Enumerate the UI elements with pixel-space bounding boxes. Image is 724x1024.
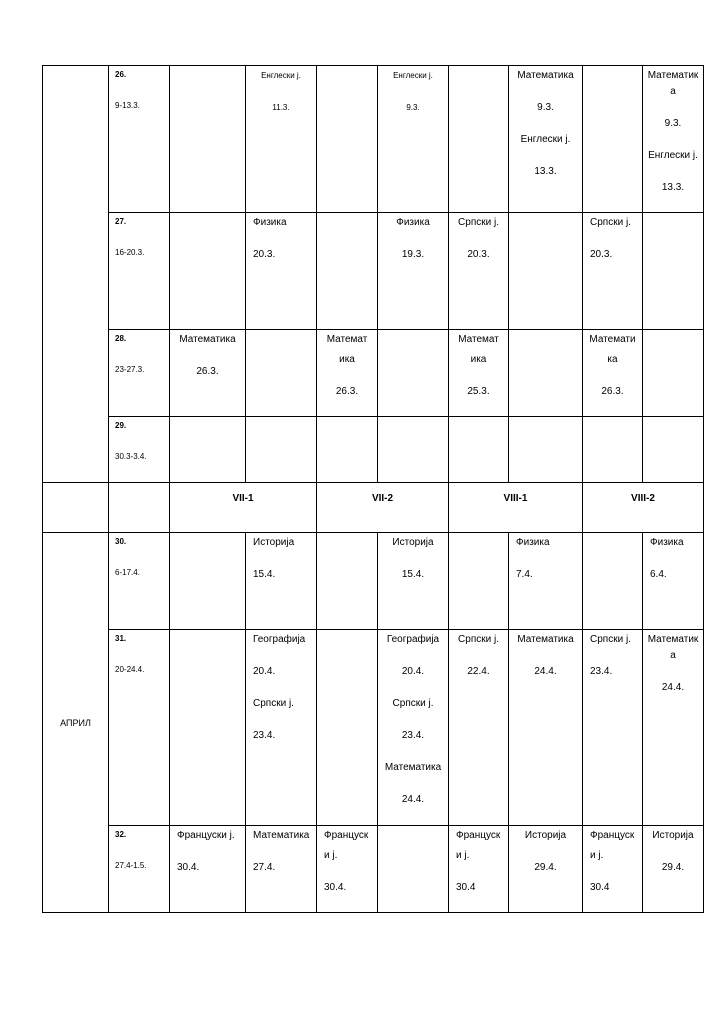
week-cell xyxy=(109,533,170,630)
vii1-b-cell xyxy=(246,533,317,630)
cell-line: 30.4. xyxy=(177,862,200,873)
cell-line: 24.4. xyxy=(534,666,557,677)
table-row xyxy=(43,533,704,630)
cell-line: Српски ј. xyxy=(458,634,499,645)
cell-line: Физика xyxy=(253,217,287,228)
cell-line: Српски ј. xyxy=(458,217,499,228)
vii2-a-cell xyxy=(317,417,378,483)
cell-line: Енглески ј. xyxy=(261,71,301,80)
cell-line: Физика xyxy=(396,217,430,228)
vii2-b-cell xyxy=(378,630,449,826)
cell-line: Математика xyxy=(384,762,442,773)
week-range: 16-20.3. xyxy=(115,248,145,257)
cell-line: 6.4. xyxy=(650,569,667,580)
cell-line: Математика xyxy=(517,634,574,645)
cell-line: 7.4. xyxy=(516,569,533,580)
cell-line: Француск xyxy=(456,830,501,841)
viii2-a-cell xyxy=(583,630,643,826)
vii1-b-cell xyxy=(246,66,317,213)
viii2-b-cell xyxy=(643,66,704,213)
cell-line: Енглески ј. xyxy=(393,71,433,80)
vii1-a-cell xyxy=(170,330,246,417)
week-range: 30.3-3.4. xyxy=(115,452,147,461)
week-number: 32. xyxy=(115,830,127,839)
table-row xyxy=(43,330,704,417)
cell-line: 11.3. xyxy=(272,103,290,112)
month-cell-march xyxy=(43,66,109,483)
week-range: 6-17.4. xyxy=(115,568,140,577)
cell-line: Историја xyxy=(392,537,434,548)
cell-line: 29.4. xyxy=(534,862,557,873)
viii1-a-cell xyxy=(449,417,509,483)
viii1-b-cell xyxy=(509,826,583,913)
cell-line: Француск xyxy=(590,830,635,841)
cell-line: а xyxy=(670,86,676,97)
cell-line: и ј. xyxy=(456,850,470,861)
cell-line: Српски ј. xyxy=(590,217,631,228)
cell-line: 9.3. xyxy=(406,103,420,112)
cell-line: 26.3. xyxy=(335,386,359,397)
table-row xyxy=(43,630,704,826)
cell-line: 20.3. xyxy=(253,249,276,260)
week-cell xyxy=(109,66,170,213)
viii2-a-cell xyxy=(583,417,643,483)
week-number: 27. xyxy=(115,217,127,226)
cell-line: а xyxy=(670,650,676,661)
viii2-a-cell xyxy=(583,826,643,913)
viii1-b-cell xyxy=(509,630,583,826)
cell-line: и ј. xyxy=(324,850,338,861)
cell-line: Географија xyxy=(386,634,440,645)
cell-line: Математик xyxy=(647,70,699,81)
cell-line: 20.3. xyxy=(590,249,613,260)
cell-line: ика xyxy=(339,354,355,365)
cell-line: 20.3. xyxy=(467,249,490,260)
cell-line: 30.4 xyxy=(590,882,610,893)
cell-line: Математика xyxy=(179,334,236,345)
viii1-b-cell xyxy=(509,66,583,213)
cell-line: Српски ј. xyxy=(392,698,434,709)
vii2-b-cell xyxy=(378,66,449,213)
viii1-a-cell xyxy=(449,330,509,417)
table-row xyxy=(43,417,704,483)
cell-line: Математ xyxy=(458,334,499,345)
viii2-a-cell xyxy=(583,330,643,417)
cell-line: Физика xyxy=(650,537,684,548)
vii2-a-cell xyxy=(317,533,378,630)
vii2-b-cell xyxy=(378,213,449,330)
cell-line: 19.3. xyxy=(401,249,425,260)
cell-line: Енглески ј. xyxy=(520,134,571,145)
vii1-a-cell xyxy=(170,826,246,913)
vii2-a-cell xyxy=(317,213,378,330)
viii2-a-cell xyxy=(583,66,643,213)
vii2-b-cell xyxy=(378,826,449,913)
schedule-table xyxy=(42,65,704,913)
cell-line: 9.3. xyxy=(664,118,682,129)
cell-line: 23.4. xyxy=(253,730,276,741)
week-cell xyxy=(109,826,170,913)
group-header-vii1: VII-1 xyxy=(170,483,317,533)
vii1-b-cell xyxy=(246,826,317,913)
vii1-a-cell xyxy=(170,417,246,483)
cell-line: 25.3. xyxy=(467,386,490,397)
viii2-b-cell xyxy=(643,533,704,630)
cell-line: Историја xyxy=(524,830,567,841)
cell-line: 15.4. xyxy=(401,569,425,580)
vii1-b-cell xyxy=(246,417,317,483)
week-cell xyxy=(109,417,170,483)
viii2-a-cell xyxy=(583,533,643,630)
viii2-b-cell xyxy=(643,417,704,483)
cell-line: Француск xyxy=(324,830,369,841)
table-row xyxy=(43,826,704,913)
cell-line: 23.4. xyxy=(590,666,613,677)
cell-line: 27.4. xyxy=(253,862,276,873)
week-range: 23-27.3. xyxy=(115,365,145,374)
week-range: 27.4-1.5. xyxy=(115,861,147,870)
cell-line: 24.4. xyxy=(401,794,425,805)
viii2-b-cell xyxy=(643,330,704,417)
month-cell-april: АПРИЛ xyxy=(43,533,109,913)
cell-line: Математи xyxy=(589,334,636,345)
vii2-a-cell xyxy=(317,826,378,913)
vii2-a-cell xyxy=(317,66,378,213)
group-header-viii1: VIII-1 xyxy=(449,483,583,533)
viii2-b-cell xyxy=(643,213,704,330)
week-number: 26. xyxy=(115,70,127,79)
header-blank-cell xyxy=(109,483,170,533)
viii1-a-cell xyxy=(449,630,509,826)
cell-line: ика xyxy=(470,354,487,365)
viii1-a-cell xyxy=(449,826,509,913)
week-range: 20-24.4. xyxy=(115,665,145,674)
cell-line: 26.3. xyxy=(601,386,624,397)
cell-line: 24.4. xyxy=(661,682,685,693)
cell-line: ка xyxy=(607,354,618,365)
viii1-a-cell xyxy=(449,66,509,213)
cell-line: Историја xyxy=(253,537,295,548)
cell-line: Физика xyxy=(516,537,550,548)
week-number: 29. xyxy=(115,421,127,430)
viii1-b-cell xyxy=(509,330,583,417)
week-range: 9-13.3. xyxy=(115,101,140,110)
week-cell xyxy=(109,330,170,417)
vii1-a-cell xyxy=(170,213,246,330)
cell-line: 22.4. xyxy=(467,666,490,677)
week-cell xyxy=(109,213,170,330)
cell-line: Историја xyxy=(652,830,694,841)
week-number: 30. xyxy=(115,537,127,546)
cell-line: 26.3. xyxy=(196,366,219,377)
week-number: 31. xyxy=(115,634,127,643)
cell-line: Географија xyxy=(253,634,306,645)
table-row xyxy=(43,213,704,330)
cell-line: 20.4. xyxy=(253,666,276,677)
viii1-a-cell xyxy=(449,533,509,630)
viii1-b-cell xyxy=(509,213,583,330)
cell-line: Математика xyxy=(517,70,574,81)
cell-line: 29.4. xyxy=(661,862,685,873)
cell-line: Математика xyxy=(253,830,310,841)
viii2-b-cell xyxy=(643,826,704,913)
vii2-b-cell xyxy=(378,330,449,417)
cell-line: 30.4. xyxy=(324,882,347,893)
week-number: 28. xyxy=(115,334,127,343)
header-blank-cell xyxy=(43,483,109,533)
cell-line: Српски ј. xyxy=(590,634,631,645)
group-header-viii2: VIII-2 xyxy=(583,483,704,533)
vii1-a-cell xyxy=(170,630,246,826)
viii1-b-cell xyxy=(509,533,583,630)
group-header-vii2: VII-2 xyxy=(317,483,449,533)
cell-line: Француски ј. xyxy=(177,830,235,841)
viii1-a-cell xyxy=(449,213,509,330)
cell-line: Математ xyxy=(326,334,368,345)
cell-line: Математик xyxy=(647,634,699,645)
vii2-a-cell xyxy=(317,330,378,417)
viii2-b-cell xyxy=(643,630,704,826)
vii1-a-cell xyxy=(170,533,246,630)
cell-line: 13.3. xyxy=(661,182,685,193)
vii2-b-cell xyxy=(378,417,449,483)
cell-line: 20.4. xyxy=(401,666,425,677)
vii1-b-cell xyxy=(246,630,317,826)
cell-line: Српски ј. xyxy=(253,698,294,709)
cell-line: Енглески ј. xyxy=(648,150,698,161)
cell-line: 15.4. xyxy=(253,569,276,580)
viii1-b-cell xyxy=(509,417,583,483)
table-row xyxy=(43,66,704,213)
cell-line: и ј. xyxy=(590,850,604,861)
cell-line: 23.4. xyxy=(401,730,425,741)
vii2-b-cell xyxy=(378,533,449,630)
vii1-b-cell xyxy=(246,213,317,330)
vii1-a-cell xyxy=(170,66,246,213)
cell-line: 13.3. xyxy=(534,166,557,177)
cell-line: 9.3. xyxy=(537,102,554,113)
vii1-b-cell xyxy=(246,330,317,417)
group-header-row xyxy=(43,483,704,533)
vii2-a-cell xyxy=(317,630,378,826)
cell-line: 30.4 xyxy=(456,882,476,893)
viii2-a-cell xyxy=(583,213,643,330)
week-cell xyxy=(109,630,170,826)
